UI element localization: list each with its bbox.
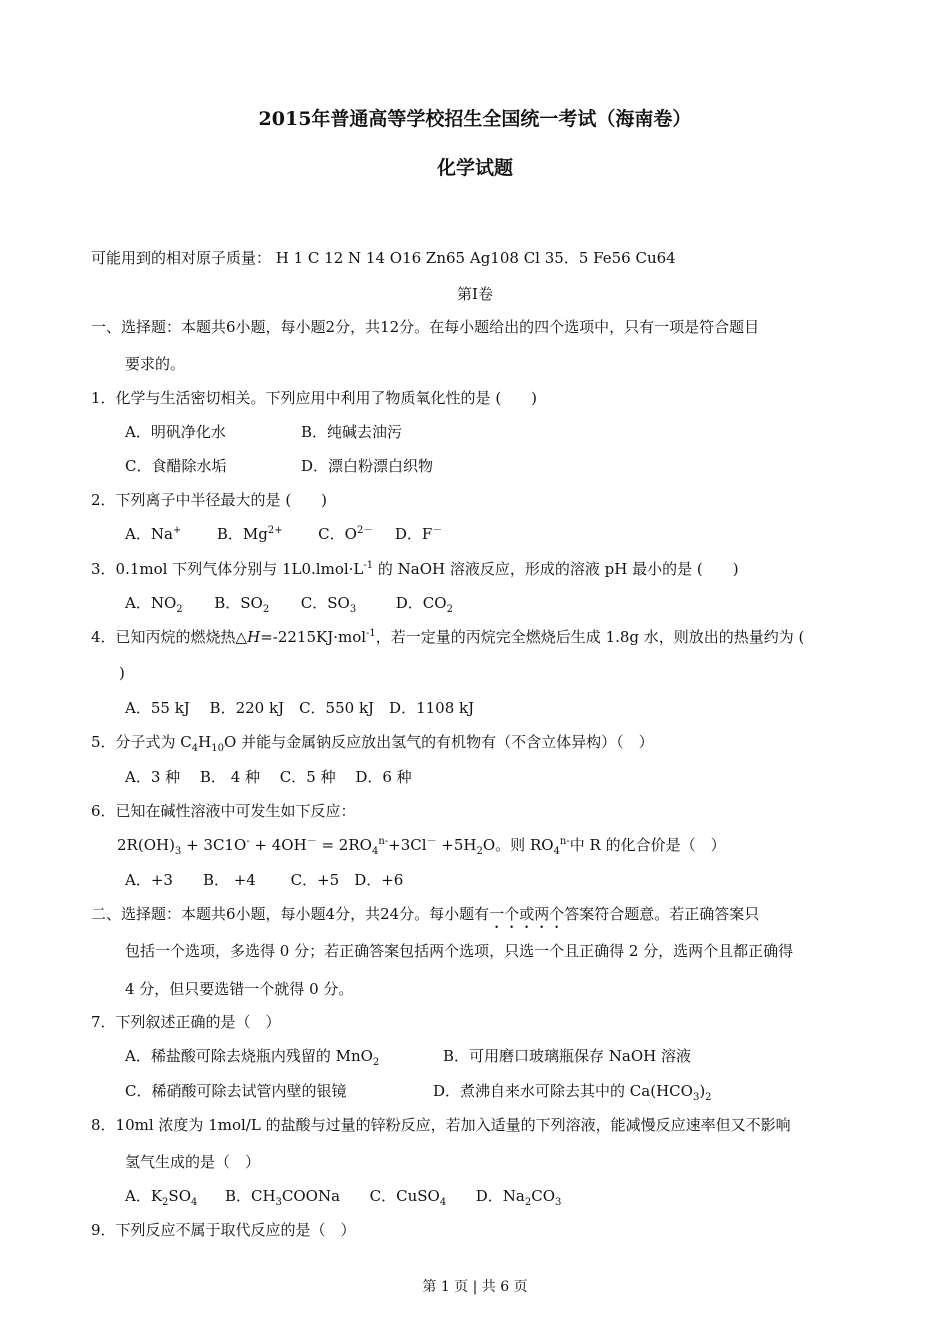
- question-8-option-a: A．$K_2SO_4$: [125, 1187, 198, 1208]
- question-3-options: [125, 592, 453, 614]
- question-1-option-d: D．漂白粉漂白织物: [301, 457, 434, 475]
- question-6-options: A．+3 B． +4 C．+5 D．+6: [125, 871, 404, 889]
- question-2-stem: 2．下列离子中半径最大的是 ( ): [91, 491, 328, 509]
- question-5-options: A．3 种 B． 4 种 C．5 种 D．6 种: [125, 768, 412, 786]
- question-8-option-b: B．$CH_3COONa$: [224, 1187, 341, 1208]
- question-3-option-c: C．$SO_3$: [300, 594, 357, 615]
- question-2-option-c: C．$O^{2-}$: [318, 525, 374, 543]
- question-7-stem: 7．下列叙述正确的是（ ）: [91, 1013, 281, 1031]
- question-7-option-c: C．稀硝酸可除去试管内壁的银镜: [125, 1082, 347, 1100]
- question-1-option-a: A．明矾净化水: [125, 423, 226, 441]
- question-6-stem: 6．已知在碱性溶液中可发生如下反应：: [91, 802, 356, 820]
- section1-instructions-cont: 要求的。: [125, 355, 186, 373]
- question-6-equation: $2R(OH)_3 + 3C1O^- + 4OH^- = 2RO_4^{n-}+3Cl^- +5H_2O$。则 $RO_4^{n-}$中 R 的化合价是（ ）: [117, 836, 726, 857]
- question-2-options: [125, 523, 442, 545]
- question-8-stem: 8．10ml 浓度为 1mol/L 的盐酸与过量的锌粉反应，若加入适量的下列溶液，能减慢反应速率但又不影响: [91, 1116, 791, 1134]
- section2-instructions-cont: 包括一个选项，多选得 0 分；若正确答案包括两个选项，只选一个且正确得 2 分，选两个且都正确得: [125, 942, 794, 960]
- question-8-stem-cont: 氢气生成的是（ ）: [125, 1153, 261, 1171]
- exam-title: 2015年普通高等学校招生全国统一考试（海南卷）: [258, 108, 692, 130]
- question-1-stem: 1．化学与生活密切相关。下列应用中利用了物质氧化性的是 ( ): [91, 389, 538, 407]
- question-3-stem: 3．0.1mol 下列气体分别与 $1L0.lmol\cdot L^{-1}$ 的 NaOH 溶液反应，形成的溶液 pH 最小的是 ( ): [91, 560, 739, 578]
- section2-instructions-end: 4 分，但只要选错一个就得 0 分。: [125, 980, 354, 998]
- question-4-stem: 4．已知丙烷的燃烧热△H=-2215KJ·mol$^{-1}$，若一定量的丙烷完全燃烧后生成 1.8g 水，则放出的热量约为 (: [91, 628, 805, 646]
- section2-instructions: 二、选择题：本题共6小题，每小题4分，共24分。每小题有一个或两个答案符合题意。若正确答案只: [91, 905, 760, 923]
- question-7-option-d: D．煮沸自来水可除去其中的 $Ca(HCO_3)_2$: [433, 1082, 712, 1103]
- question-8-option-d: D．$Na_2CO_3$: [475, 1187, 562, 1208]
- question-7-option-a: A．稀盐酸可除去烧瓶内残留的 MnO$_2$: [125, 1047, 380, 1068]
- question-4-stem-cont: ): [119, 664, 125, 682]
- volume-label: 第Ⅰ卷: [457, 285, 493, 303]
- question-9-stem: 9．下列反应不属于取代反应的是（ ）: [91, 1221, 356, 1239]
- question-2-option-b: B．$Mg^{2+}$: [216, 525, 283, 543]
- question-5-stem: 5．分子式为 $C_4H_{10}O$ 并能与金属钠反应放出氢气的有机物有（不含立体异构）（ ）: [91, 733, 654, 754]
- question-8-option-c: C．CuSO$_4$: [369, 1187, 447, 1208]
- question-7-option-b: B．可用磨口玻璃瓶保存 NaOH 溶液: [443, 1047, 692, 1065]
- question-2-option-a: A．Na+: [125, 525, 182, 543]
- question-3-option-a: A．$NO_2$: [125, 594, 183, 615]
- question-3-option-d: D．$CO_2$: [395, 594, 453, 615]
- section1-instructions: 一、选择题：本题共6小题，每小题2分，共12分。在每小题给出的四个选项中，只有一项是符合题目: [91, 318, 760, 336]
- exam-subtitle: 化学试题: [436, 157, 513, 179]
- question-3-option-b: B．$SO_2$: [214, 594, 270, 615]
- question-1-option-c: C．食醋除水垢: [125, 457, 227, 475]
- atomic-masses: 可能用到的相对原子质量： H 1 C 12 N 14 O16 Zn65 Ag108 Cl 35．5 Fe56 Cu64: [91, 249, 676, 267]
- question-2-option-d: D．F－: [394, 525, 443, 543]
- page-footer: 第 1 页 | 共 6 页: [422, 1279, 528, 1295]
- question-8-options: [125, 1185, 561, 1207]
- question-4-options: A．55 kJ B．220 kJ C．550 kJ D．1108 kJ: [125, 699, 475, 717]
- question-1-option-b: B．纯碱去油污: [301, 423, 403, 441]
